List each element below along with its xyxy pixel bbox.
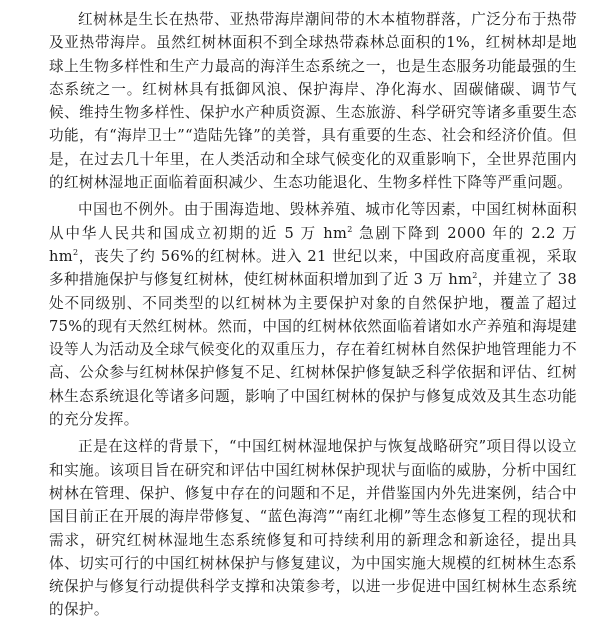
paragraph-text: 红树林是生长在热带、亚热带海岸潮间带的木本植物群落，广泛分布于热带及亚热带海岸。虽然红树林面积不到全球热带森林总面积的1%，红树林却是地球上生物多样性和生产力最高的海洋生态系统之一，也是生态服务功能最强的生态系统之一。红树林具有抵御风浪、保护海岸、净化海水、固碳储碳、调节气候、维持生物多样性、保护水产种质资源、生态旅游、科学研究等诸多重要生态功能，有“海岸卫士”“造陆先锋”的美誉，具有重要的生态、社会和经济价值。但是，在过去几十年里，在人类活动和全球气候变化的双重影响下，全世界范围内的红树林湿地正面临着面积减少、生态功能退化、生物多样性下降等严重问题。 [49, 11, 577, 192]
paragraph-text: 正是在这样的背景下，“中国红树林湿地保护与恢复战略研究”项目得以设立和实施。该项目旨在研究和评估中国红树林保护现状与面临的威胁，分析中国红树林在管理、保护、修复中存在的问题和不足，并借鉴国内外先进案例，结合中国目前正在开展的海岸带修复、“蓝色海湾”“南红北柳”等生态修复工程的现状和需求，研究红树林湿地生态系统修复和可持续利用的新理念和新途径，提出具体、切实可行的中国红树林保护与修复建议，为中国实施大规模的红树林生态系统保护与修复行动提供科学支撑和决策参考，以进一步促进中国红树林生态系统的保护。 [49, 438, 577, 619]
paragraph-intro [49, 8, 577, 194]
paragraph-project [49, 435, 577, 621]
paragraph-text: ，丧失了约 56%的红树林。进入 21 世纪以来，中国政府高度重视，采取多种措施保护与修复红树林，使红树林面积增加到了近 3 万 hm [49, 247, 577, 289]
paragraph-text: ，并建立了 38 处不同级别、不同类型的以红树林为主要保护对象的自然保护地，覆盖了超过 75%的现有天然红树林。然而，中国的红树林依然面临着诸如水产养殖和海堤建设等人为活动及全球气候变化的双重压力，存在着红树林自然保护地管理能力不高、公众参与红树林保护修复不足、红树林保护修复缺乏科学依据和评估、红树林生态系统退化等诸多问题，影响了中国红树林的保护与修复成效及其生态功能的充分发挥。 [49, 271, 577, 429]
paragraph-china [49, 198, 577, 431]
superscript: 2 [72, 247, 79, 257]
paragraph-text: 中国也不例外。由于围海造地、毁林养殖、城市化等因素，中国红树林面积从中华人民共和国成立初期的近 5 万 hm [49, 201, 577, 242]
superscript: 2 [347, 224, 353, 234]
paragraph-text: 急剧下降到 2000 年的 2.2 万 hm [49, 224, 578, 265]
superscript: 2 [472, 271, 478, 281]
